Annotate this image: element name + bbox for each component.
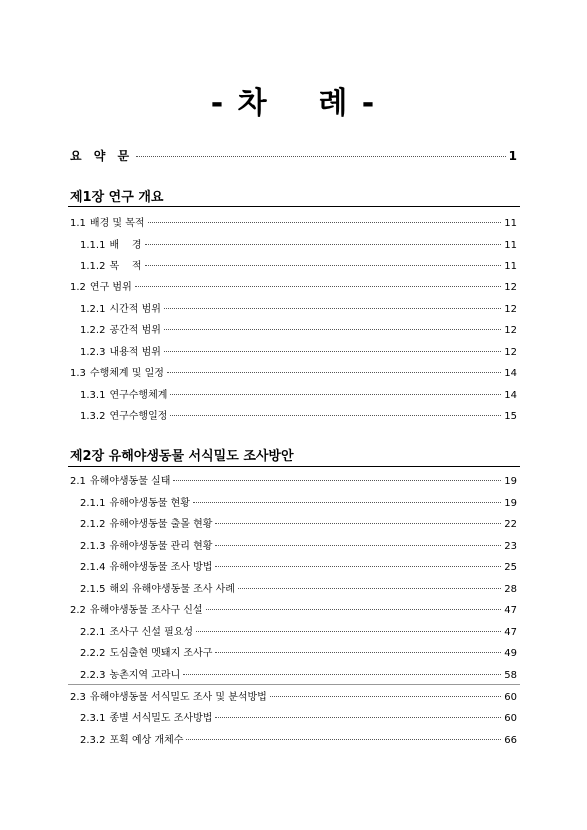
entry-number: 1.1.2 <box>80 261 106 272</box>
entry-number: 2.1.2 <box>80 519 106 530</box>
entry-page: 47 <box>504 627 517 638</box>
toc-entry[interactable] <box>80 537 517 551</box>
entry-text: 종별 서식밀도 조사방법 <box>109 713 213 724</box>
dot-leader <box>148 222 502 223</box>
toc-entry[interactable] <box>80 343 517 357</box>
entry-number: 1.3.2 <box>80 411 106 422</box>
entry-number: 1.3.1 <box>80 390 106 401</box>
toc-entry[interactable] <box>80 731 517 745</box>
toc-entry[interactable] <box>80 666 517 680</box>
dot-leader <box>173 480 501 481</box>
entry-number: 2.1.4 <box>80 562 106 573</box>
entry-page: 60 <box>504 692 517 703</box>
entry-number: 2.2.2 <box>80 648 106 659</box>
entry-page: 66 <box>504 735 517 746</box>
chapter-rule <box>68 466 520 467</box>
toc-entry[interactable] <box>80 407 517 421</box>
entry-text: 연구 범위 <box>89 282 132 293</box>
entry-number: 2.3.1 <box>80 713 106 724</box>
dot-leader <box>135 286 502 287</box>
entry-text: 내용적 범위 <box>109 347 161 358</box>
entry-page: 60 <box>504 713 517 724</box>
dot-leader <box>206 609 502 610</box>
summary-page: 1 <box>508 149 517 163</box>
entry-text: 배 경 <box>109 240 142 251</box>
toc-entry[interactable] <box>70 472 517 486</box>
entry-text: 농촌지역 고라니 <box>109 670 181 681</box>
entry-text: 해외 유해야생동물 조사 사례 <box>109 584 235 595</box>
entry-page: 23 <box>504 541 517 552</box>
entry-number: 1.3 <box>70 368 86 379</box>
toc-entry[interactable] <box>80 494 517 508</box>
entry-page: 12 <box>504 347 517 358</box>
entry-number: 1.2.1 <box>80 304 106 315</box>
entry-text: 유해야생동물 현황 <box>109 498 190 509</box>
dot-leader <box>215 545 501 546</box>
dot-leader <box>215 523 501 524</box>
dot-leader <box>186 739 501 740</box>
entry-text: 배경 및 목적 <box>89 218 145 229</box>
entry-number: 2.3.2 <box>80 735 106 746</box>
entry-number: 2.1.3 <box>80 541 106 552</box>
entry-number: 2.1.5 <box>80 584 106 595</box>
entry-text: 공간적 범위 <box>109 325 161 336</box>
entry-page: 49 <box>504 648 517 659</box>
toc-entry[interactable] <box>80 257 517 271</box>
entry-text: 연구수행일정 <box>109 411 168 422</box>
entry-text: 유해야생동물 조사 방법 <box>109 562 213 573</box>
entry-text: 도심출현 멧돼지 조사구 <box>109 648 213 659</box>
entry-text: 유해야생동물 관리 현황 <box>109 541 213 552</box>
dot-leader <box>164 351 501 352</box>
entry-page: 14 <box>504 390 517 401</box>
entry-page: 11 <box>504 218 517 229</box>
page-title: - 차 례 - <box>210 86 377 121</box>
entry-text: 연구수행체계 <box>109 390 168 401</box>
entry-text: 수행체계 및 일정 <box>89 368 164 379</box>
entry-page: 14 <box>504 368 517 379</box>
entry-page: 11 <box>504 261 517 272</box>
toc-entry[interactable] <box>70 214 517 228</box>
entry-page: 12 <box>504 325 517 336</box>
entry-number: 2.2 <box>70 605 86 616</box>
dot-leader <box>145 265 502 266</box>
dot-leader <box>183 674 501 675</box>
dot-leader <box>193 502 501 503</box>
toc-entry[interactable] <box>80 515 517 529</box>
entry-number: 1.1 <box>70 218 86 229</box>
entry-text: 유해야생동물 서식밀도 조사 및 분석방법 <box>89 692 267 703</box>
dot-leader <box>196 631 501 632</box>
toc-entry[interactable] <box>80 321 517 335</box>
entry-number: 2.2.3 <box>80 670 106 681</box>
entry-page: 11 <box>504 240 517 251</box>
entry-page: 12 <box>504 304 517 315</box>
toc-entry[interactable] <box>80 580 517 594</box>
entry-number: 1.2.3 <box>80 347 106 358</box>
entry-page: 15 <box>504 411 517 422</box>
entry-number: 1.2.2 <box>80 325 106 336</box>
dot-leader <box>270 696 501 697</box>
entry-number: 2.1.1 <box>80 498 106 509</box>
dot-leader <box>215 717 501 718</box>
toc-summary[interactable] <box>70 147 517 164</box>
section-rule <box>68 684 520 685</box>
toc-entry[interactable] <box>70 278 517 292</box>
toc-entry[interactable] <box>70 601 517 615</box>
toc-entry[interactable] <box>80 623 517 637</box>
toc-entry[interactable] <box>80 709 517 723</box>
entry-text: 유해야생동물 실태 <box>89 476 171 487</box>
entry-text: 유해야생동물 출몰 현황 <box>109 519 213 530</box>
entry-text: 목 적 <box>109 261 142 272</box>
toc-entry[interactable] <box>80 236 517 250</box>
toc-entry[interactable] <box>80 300 517 314</box>
entry-page: 25 <box>504 562 517 573</box>
dot-leader <box>164 308 501 309</box>
toc-entry[interactable] <box>80 644 517 658</box>
chapter-rule <box>68 206 520 207</box>
dot-leader <box>215 566 501 567</box>
summary-label: 요 약 문 <box>70 149 134 163</box>
entry-text: 포획 예상 개체수 <box>109 735 184 746</box>
entry-number: 1.1.1 <box>80 240 106 251</box>
entry-text: 유해야생동물 조사구 신설 <box>89 605 203 616</box>
dot-leader <box>136 156 506 157</box>
entry-page: 12 <box>504 282 517 293</box>
entry-text: 조사구 신설 필요성 <box>109 627 194 638</box>
entry-number: 2.1 <box>70 476 86 487</box>
dot-leader <box>167 372 501 373</box>
dot-leader <box>238 588 501 589</box>
entry-text: 시간적 범위 <box>109 304 161 315</box>
entry-page: 22 <box>504 519 517 530</box>
chapter-heading: 제1장 연구 개요 <box>70 190 164 205</box>
dot-leader <box>215 652 501 653</box>
toc-entry[interactable] <box>70 364 517 378</box>
entry-page: 58 <box>504 670 517 681</box>
entry-page: 28 <box>504 584 517 595</box>
toc-entry[interactable] <box>80 386 517 400</box>
entry-page: 19 <box>504 476 517 487</box>
entry-number: 1.2 <box>70 282 86 293</box>
dot-leader <box>170 394 501 395</box>
dot-leader <box>170 415 501 416</box>
dot-leader <box>145 244 502 245</box>
entry-number: 2.3 <box>70 692 86 703</box>
entry-number: 2.2.1 <box>80 627 106 638</box>
toc-entry[interactable] <box>70 688 517 702</box>
entry-page: 19 <box>504 498 517 509</box>
chapter-heading: 제2장 유해야생동물 서식밀도 조사방안 <box>70 449 294 464</box>
entry-page: 47 <box>504 605 517 616</box>
toc-entry[interactable] <box>80 558 517 572</box>
dot-leader <box>164 329 501 330</box>
